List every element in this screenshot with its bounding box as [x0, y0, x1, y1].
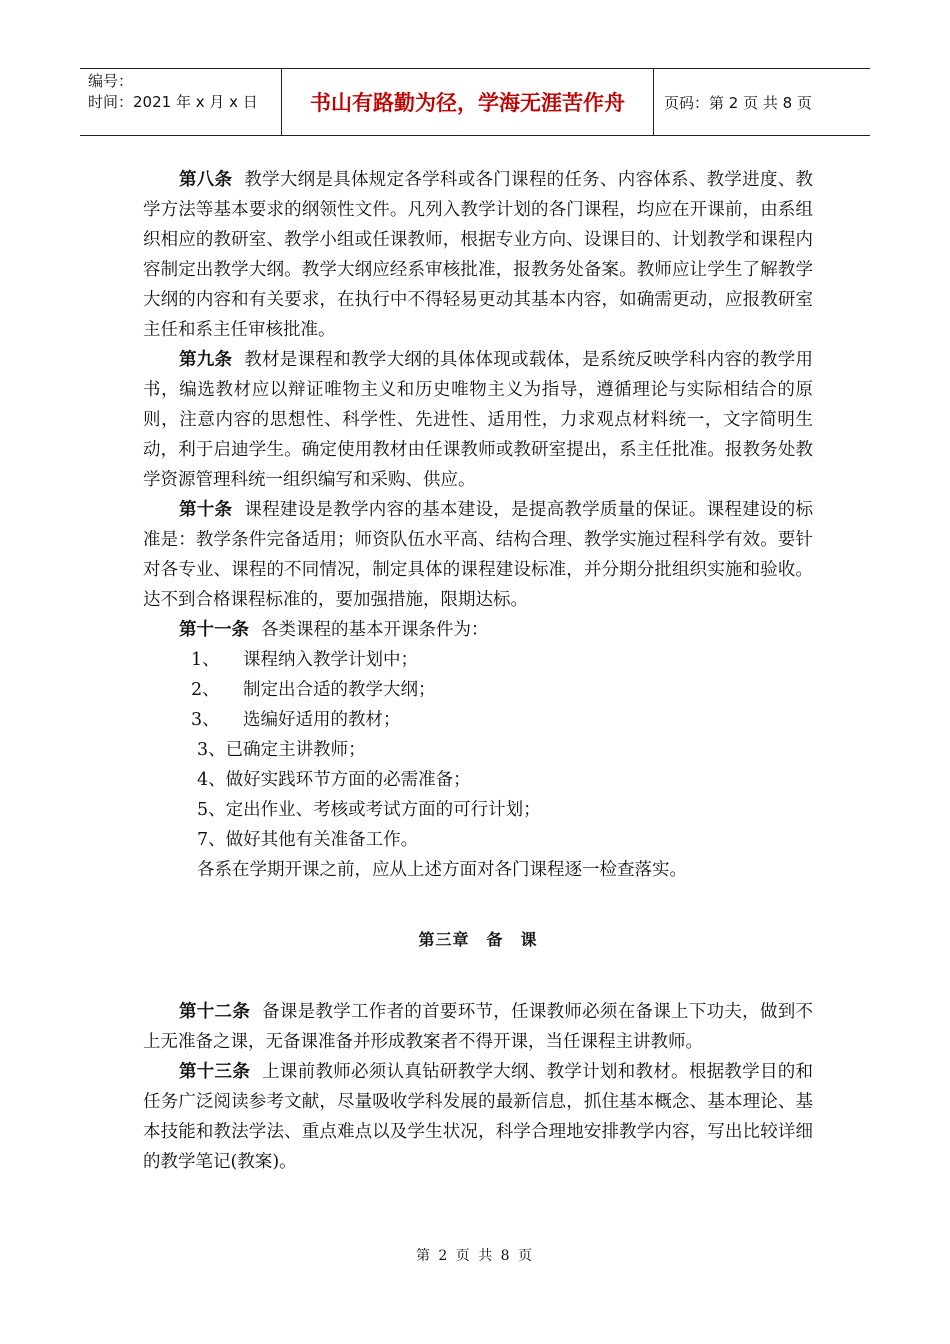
page-header [80, 68, 870, 136]
list-item-number: 1、 [191, 650, 220, 670]
article-label: 第十条 [179, 500, 233, 520]
article-11 [143, 615, 813, 645]
article-9 [143, 345, 813, 495]
list-item [143, 705, 813, 735]
list-item: 7、做好其他有关准备工作。 [197, 830, 419, 850]
article-text: 上课前教师必须认真钻研教学大纲、教学计划和教材。根据教学目的和任务广泛阅读参考文献，尽量吸收学科发展的最新信息，抓住基本概念、基本理论、基本技能和教法学法、重点难点以及学生状况，科学合理地安排教学内容，写出比较详细的教学笔记(教案)。 [143, 1062, 814, 1172]
article-label: 第八条 [179, 170, 233, 190]
page-footer: 第 2 页 共 8 页 [415, 1248, 535, 1264]
list-item: 4、做好实践环节方面的必需准备； [197, 770, 471, 790]
list-item: 3、已确定主讲教师； [197, 740, 366, 760]
document-time-label: 时间：2021 年 x 月 x 日 [88, 93, 258, 111]
article-text: 课程建设是教学内容的基本建设，是提高教学质量的保证。课程建设的标准是：教学条件完备适用；师资队伍水平高、结构合理、教学实施过程科学有效。要针对各专业、课程的不同情况，制定具体的课程建设标准，并分期分批组织实施和验收。达不到合格课程标准的，要加强措施，限期达标。 [143, 500, 814, 610]
list-item-text: 制定出合适的教学大纲； [243, 680, 436, 700]
article-text: 各类课程的基本开课条件为： [261, 620, 489, 640]
document-number-label: 编号： [88, 72, 134, 90]
list-item-text: 选编好适用的教材； [243, 710, 401, 730]
header-meta [80, 69, 282, 135]
chapter-heading: 第三章 备 课 [418, 930, 538, 949]
article-8 [143, 165, 813, 345]
article-12 [143, 997, 813, 1057]
article-label: 第十二条 [179, 1002, 251, 1022]
article-13 [143, 1057, 813, 1177]
article-10 [143, 495, 813, 615]
list-item: 5、定出作业、考核或考试方面的可行计划； [197, 800, 541, 820]
list-item [143, 675, 813, 705]
list-item-number: 2、 [191, 680, 220, 700]
header-page-label: 页码：第 2 页 共 8 页 [664, 93, 812, 112]
document-body [143, 165, 813, 1177]
article-label: 第九条 [179, 350, 233, 370]
article-text: 教材是课程和教学大纲的具体体现或载体，是系统反映学科内容的教学用书，编选教材应以辩证唯物主义和历史唯物主义为指导，遵循理论与实际相结合的原则，注意内容的思想性、科学性、先进性、适用性，力求观点材料统一，文字简明生动，利于启迪学生。确定使用教材由任课教师或教研室提出，系主任批准。报教务处教学资源管理科统一组织编写和采购、供应。 [143, 350, 814, 490]
article-label: 第十一条 [179, 620, 249, 640]
list-item [143, 645, 813, 675]
article-label: 第十三条 [179, 1062, 251, 1082]
header-motto: 书山有路勤为径，学海无涯苦作舟 [282, 69, 654, 135]
list-item-number: 3、 [191, 710, 220, 730]
list-item-text: 课程纳入教学计划中； [243, 650, 418, 670]
article-text: 教学大纲是具体规定各学科或各门课程的任务、内容体系、教学进度、教学方法等基本要求的纲领性文件。凡列入教学计划的各门课程，均应在开课前，由系组织相应的教研室、教学小组或任课教师，根据专业方向、设课目的、计划教学和课程内容制定出教学大纲。教学大纲应经系审核批准，报教务处备案。教师应让学生了解教学大纲的内容和有关要求，在执行中不得轻易更动其基本内容，如确需更动，应报教研室主任和系主任审核批准。 [143, 170, 814, 340]
article-text: 备课是教学工作者的首要环节，任课教师必须在备课上下功夫，做到不上无准备之课，无备课准备并形成教案者不得开课，当任课程主讲教师。 [143, 1002, 814, 1052]
closing-sentence: 各系在学期开课之前，应从上述方面对各门课程逐一检查落实。 [197, 860, 687, 880]
